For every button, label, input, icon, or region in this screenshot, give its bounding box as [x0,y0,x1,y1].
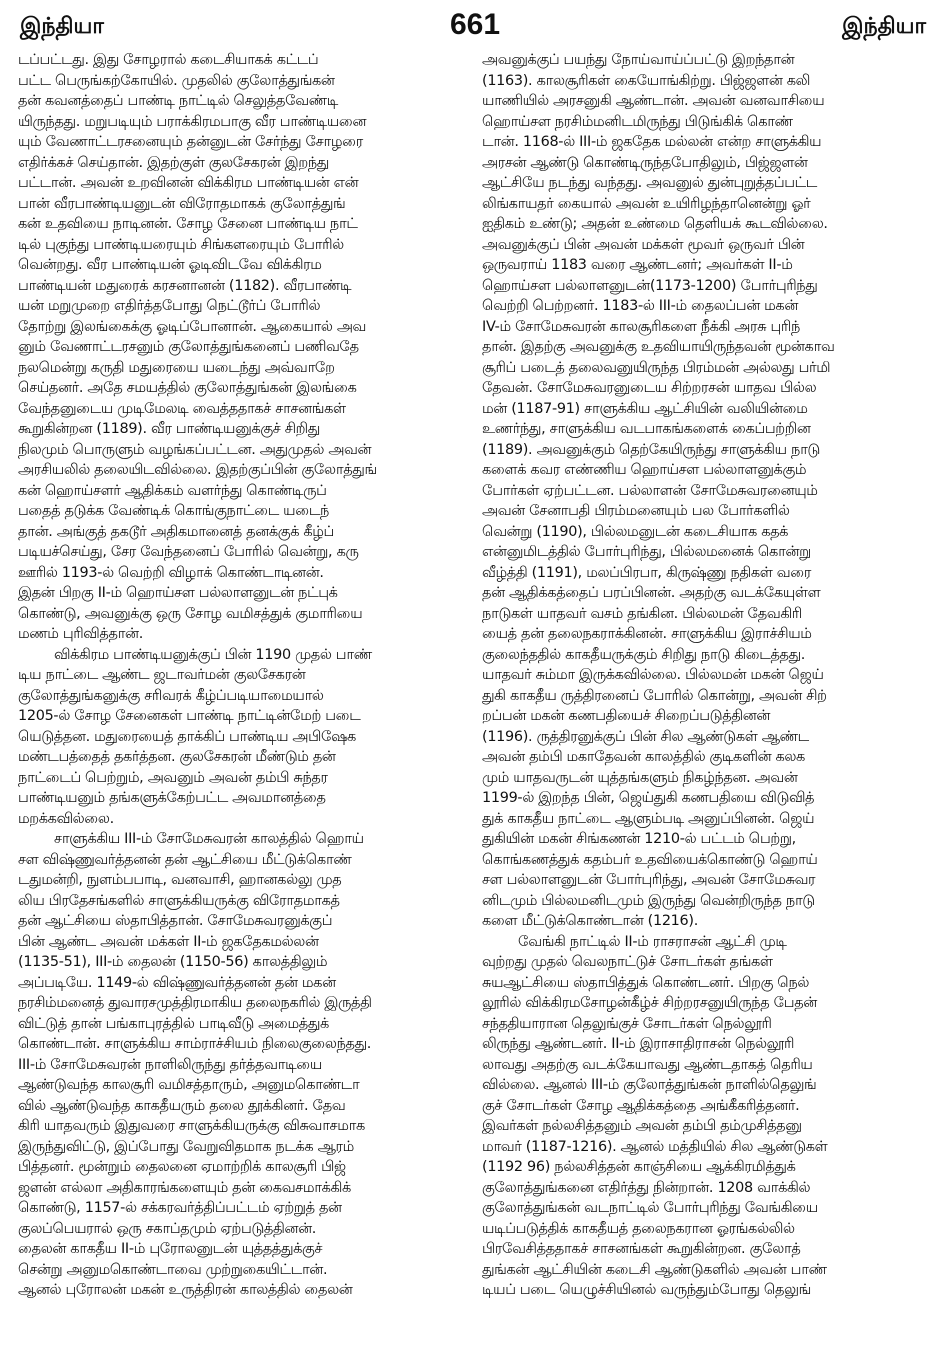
text-line: றப்பன் மகன் கணபதியைச் சிறைப்படுத்தினன் [482,708,771,724]
text-line: கொண்டான். சாளுக்கிய சாம்ராச்சியம் நிலைகுலைந்தது. [18,1036,372,1052]
text-line: அவனுக்குப் பயந்து நோய்வாய்ப்பட்டு இறந்தான் [482,52,795,68]
text-line: யன் மறுமுறை எதிர்த்தபோது நெட்டூர்ப் போரில் [18,298,321,314]
text-line: னிடமும் பில்லமனிடமும் இருந்து வென்றிருந்த நாடு [482,892,815,909]
text-line: டியப் படை யெழுச்சியினல் வருந்தும்போது தெலுங் [482,1282,811,1298]
text-line: லூரில் விக்கிரமசோழன்கீழ்ச் சிற்றரசனுயிருந்த பேதன் [482,995,817,1011]
text-line: சள விஷ்ணுவர்த்தனன் தன் ஆட்சியை மீட்டுக்கொண் [18,851,352,868]
text-line: ஆண்டுவந்த காலசூரி வமிசத்தாரும், அனுமகொண்டா [18,1077,360,1093]
text-line: கொண்டு, 1157-ல் சக்கரவர்த்திப்பட்டம் ஏற்றுத் தன் [18,1200,342,1216]
text-line: அவனுக்குப் பின் அவன் மக்கள் மூவர் ஒருவர் பின் [482,236,805,253]
text-line: மும் யாதவருடன் யுத்தங்களும் நிகழ்ந்தன. அவன் [482,769,798,786]
text-line: துகியின் மகன் சிங்கணன் 1210-ல் பட்டம் பெற்று, [482,831,796,847]
left-column [18,50,468,1301]
text-line: அப்படியே. 1149-ல் விஷ்ணுவர்த்தனன் தன் மகன் [18,974,336,991]
text-line: கிரி யாதவரும் இதுவரை சாளுக்கியருக்கு விசுவாசமாக [18,1118,365,1134]
text-line: துகி காகதீய ருத்திரனைப் போரில் கொன்று, அவன் சிற் [482,687,827,704]
text-line: தன் ஆதிக்கத்தைப் பரப்பினன். அதற்கு வடக்கேயுள்ள [482,585,821,601]
text-line: டான். 1168-ல் III-ம் ஜகதேக மல்லன் என்ற சாளுக்கிய [482,134,822,150]
text-line: லிங்காயதர் கையால் அவன் உயிரிழந்தானென்று ஓர் [482,195,811,212]
text-line: சென்று அனுமகொண்டாவை முற்றுகையிட்டான். [18,1261,328,1278]
text-line: குலோத்துங்கனை எதிர்த்து நின்றான். 1208 வாக்கில் [482,1179,811,1196]
text-line: (1189). அவனுக்கும் தெற்கேயிருந்து சாளுக்கிய நாடு [482,441,820,458]
text-line: யிருந்தது. மறுபடியும் பராக்கிரமபாகு வீர பாண்டியனை [18,113,367,130]
text-line: வெற்றி பெற்றனர். 1183-ல் III-ம் தைலப்பன் மகன் [482,298,798,314]
text-line: யடிப்படுத்திக் காகதீயத் தலைநகரான ஓரங்கல்லில் [482,1220,795,1237]
text-line: யெடுத்தன. மதுரையைத் தாக்கிப் பாண்டிய அபிஷேக [18,728,356,745]
text-line: குலைந்ததில் காகதீயருக்கும் சிறிது நாடு கிடைத்தது. [482,646,806,663]
text-line: கொங்கணத்துக் கதம்பர் உதவியைக்கொண்டு ஹொய் [482,851,818,868]
text-line: சுயஆட்சியை ஸ்தாபித்துக் கொண்டனர். பிறகு நெல் [482,974,810,991]
text-line: பட்ட பெருங்கற்கோயில். முதலில் குலோத்துங்கன் [18,72,335,89]
text-line: வுற்றது முதல் வெலநாட்டுச் சோடர்கள் தங்கள் [482,954,773,970]
text-line: பிரவேசித்ததாகச் சாசனங்கள் கூறுகின்றன. குலோத் [482,1241,801,1257]
text-line: மறக்கவில்லை. [18,810,114,827]
text-line: டிய நாட்டை ஆண்ட ஜடாவர்மன் குலசேகரன் [18,667,306,683]
text-line: குலோத்துங்கனுக்கு சரிவரக் கீழ்ப்படியாமையால் [18,687,324,704]
text-line: (1135-51), III-ம் தைலன் (1150-56) காலத்திலும் [18,954,328,970]
text-line: III-ம் சோமேசுவரன் நாளிலிருந்து தர்த்தவாடியை [18,1056,322,1073]
text-line: சந்ததியாரான தெலுங்குச் சோடர்கள் நெல்லூரி [482,1015,772,1032]
text-line: கூறுகின்றன (1189). வீர பாண்டியனுக்குச் சிறிது [18,421,320,437]
text-line: சாளுக்கிய III-ம் சோமேசுவரன் காலத்தில் ஹொய் [54,831,364,847]
text-line: பட்டான். அவன் உறவினன் விக்கிரம பாண்டியன் என் [18,175,359,191]
text-line: வென்று (1190), பில்லமனுடன் கடைசியாக கதக் [482,523,789,540]
text-line: நிலமும் பொருளும் வழங்கப்பட்டன. அதுமுதல் அவன் [18,441,372,458]
text-line: ஆனல் புரோலன் மகன் உருத்திரன் காலத்தில் தைலன் [18,1282,353,1298]
text-line: வீழ்த்தி (1191), மலப்பிரபா, கிருஷ்ணு நதிகள் வரை [482,564,811,581]
running-head-left: இந்தியா [20,14,104,39]
text-line: மண்டபத்தைத் தகர்த்தன. குலசேகரன் மீண்டும் தன் [18,749,336,765]
text-line: துக் காகதீய நாட்டை ஆளும்படி அனுப்பினன். ஜெய் [482,810,815,827]
text-line: நாடுகள் யாதவர் வசம் தங்கின. பில்லமன் தேவகிரி [482,605,802,622]
page-number: 661 [449,8,501,41]
text-line: யைத் தன் தலைநகராக்கினன். சாளுக்கிய இராச்சியம் [482,626,812,642]
text-line: பாண்டியன் மதுரைக் கரசனானன் (1182). வீரபாண்டி [18,277,352,294]
text-line: நலமென்று கருதி மதுரையை யடைந்து அவ்வாறே [18,359,335,376]
text-line: அரசன் ஆண்டு கொண்டிருந்தபோதிலும், பிஜ்ஜளன் [482,154,808,171]
text-line: யும் வேணாட்டரசனையும் தன்னுடன் சேர்ந்து சோழரை [18,134,363,150]
text-line: மணம் புரிவித்தான். [18,626,143,642]
text-line: யாணியில் அரசனுகி ஆண்டான். அவன் வனவாசியை [482,93,825,109]
text-line: செய்தனர். அதே சமயத்தில் குலோத்துங்கன் இலங்கை [18,380,357,396]
text-line: அவன் தம்பி மகாதேவன் காலத்தில் குடிகளின் கலக [482,749,805,765]
text-line: டில் புகுந்து பாண்டியரையும் சிங்களரையும் போரில் [18,236,344,253]
text-line: விக்கிரம பாண்டியனுக்குப் பின் 1190 முதல் பாண் [54,646,372,663]
text-line: பான் வீரபாண்டியனுடன் விரோதமாகக் குலோத்துங் [18,195,346,212]
text-line: அவன் சேனாபதி பிரம்மனையும் பல போர்களில் [482,503,790,519]
text-line: ஹொய்சள நரசிம்மனிடமிருந்து பிடுங்கிக் கொண் [482,113,793,130]
text-line: வில்லை. ஆனல் III-ம் குலோத்துங்கன் நாளில்தெலுங் [482,1077,817,1093]
text-line: 1205-ல் சோழ சேனைகள் பாண்டி நாட்டின்மேற் படை [18,708,361,724]
text-line: அரசியலில் தலையிடவில்லை. இதற்குப்பின் குலோத்துங் [18,462,377,478]
text-line: லிய பிரதேசங்களில் சாளுக்கியருக்கு விரோதமாகத் [18,892,340,909]
text-line: தான். இதற்கு அவனுக்கு உதவியாயிருந்தவன் மூன்காவ [482,339,835,355]
page-header [18,6,932,50]
text-line: கொண்டு, அவனுக்கு ஒரு சோழ வமிசத்துக் குமாரியை [18,605,363,622]
text-line: தோற்று இலங்கைக்கு ஓடிப்போனான். ஆகையால் அவ [18,318,366,335]
text-line: பின் ஆண்ட அவன் மக்கள் II-ம் ஜகதேகமல்லன் [18,933,319,950]
text-line: 1199-ல் இறந்த பின், ஜெய்துகி கணபதியை விடுவித் [482,790,815,806]
text-line: சூரிப் படைத் தலைவனுயிருந்த பிரம்மன் அல்லது பர்மி [482,359,831,376]
text-line: கன் ஹொய்சளர் ஆதிக்கம் வளர்ந்து கொண்டிருப் [18,482,327,499]
text-line: டதுமன்றி, நுளம்பபாடி, வனவாசி, ஹானகல்லு முத [18,872,342,888]
text-line: விட்டுத் தான் பங்காபுரத்தில் பாடிவீடு அமைத்துக் [18,1015,329,1032]
text-line: IV-ம் சோமேசுவரன் காலசூரிகளை நீக்கி அரசு புரிந் [482,318,800,335]
text-line: துங்கன் ஆட்சியின் கடைசி ஆண்டுகளில் அவன் பாண் [482,1261,827,1278]
text-line: வேங்கி நாட்டில் II-ம் ராசராசன் ஆட்சி முடி [518,933,787,950]
text-line: கன் உதவியை நாடினன். சோழ சேனை பாண்டிய நாட் [18,216,358,232]
text-line: ஜளன் எல்லா அதிகாரங்களையும் தன் கைவசமாக்கிக் [18,1179,351,1196]
text-line: ஊரில் 1193-ல் வெற்றி விழாக் கொண்டாடினன். [18,564,324,581]
text-line: லாவது அதற்கு வடக்கேயாவது ஆண்டதாகத் தெரிய [482,1056,813,1073]
text-line: வேந்தனுடைய முடிமேலடி வைத்ததாகச் சாசனங்கள் [18,400,346,417]
text-line: எதிர்க்கச் செய்தான். இதற்குள் குலசேகரன் இறந்து [18,154,329,171]
text-line: ஆட்சியே நடந்து வந்தது. அவனுல் துன்புறுத்தப்பட்ட [482,175,817,191]
text-line: யாதவர் சும்மா இருக்கவில்லை. பில்லமன் மகன் ஜெய் [482,667,824,683]
text-line: மாவர் (1187-1216). ஆனல் மத்தியில் சில ஆண்டுகள் [482,1138,828,1155]
text-line: தன் கவனத்தைப் பாண்டி நாட்டில் செலுத்தவேண்டி [18,93,338,109]
text-line: குலோத்துங்கன் வடநாட்டில் போர்புரிந்து வேங்கியை [482,1200,818,1216]
text-line: இவர்கள் நல்லசித்தனும் அவன் தம்பி தம்முசித்தனு [482,1118,802,1134]
text-line: வில் ஆண்டுவந்த காகதீயரும் தலை தூக்கினர். தேவ [18,1097,346,1114]
text-line: படியச்செய்து, சேர வேந்தனைப் போரில் வென்று, கரு [18,544,359,560]
text-line: தேவன். சோமேசுவரனுடைய சிற்றரசன் யாதவ பில்ல [482,380,817,396]
text-line: பதைத் தடுக்க வேண்டிக் கொங்குநாட்டை யடைந் [18,503,329,519]
text-line: களை மீட்டுக்கொண்டான் (1216). [482,913,698,929]
text-line: னும் வேணாட்டரசனும் குலோத்துங்கனைப் பணிவதே [18,339,359,355]
text-line: (1192 96) நல்லசித்தன் காஞ்சியை ஆக்கிரமித்துக் [482,1159,796,1175]
text-line: மன் (1187-91) சாளுக்கிய ஆட்சியின் வலியின்மை [482,400,808,417]
text-line: உணர்ந்து, சாளுக்கிய வடபாகங்களைக் கைப்பற்றின [482,421,811,437]
text-line: தன் ஆட்சியை ஸ்தாபித்தான். சோமேசுவரனுக்குப் [18,913,333,929]
text-line: குலப்பெயரால் ஒரு சகாப்தமும் ஏற்படுத்தினன். [18,1220,317,1237]
text-line: பித்தனர். மூன்றும் தைலனை ஏமாற்றிக் காலசூரி பிஜ் [18,1159,346,1175]
text-line: தான். அங்குத் தகடூர் அதிகமானைத் தனக்குக் கீழ்ப் [18,523,334,540]
text-line: பாண்டியனும் தங்களுக்கேற்பட்ட அவமானத்தை [18,790,326,806]
text-columns [18,50,932,1301]
text-line: சள பல்லாளனுடன் போர்புரிந்து, அவன் சோமேசுவர [482,872,816,888]
text-line: களைக் கவர எண்ணிய ஹொய்சள பல்லாளனுக்கும் [482,462,807,478]
text-line: லிருந்து ஆண்டனர். II-ம் இராசாதிராசன் நெல்லூரி [482,1036,795,1052]
text-line: (1163). காலசூரிகள் கையோங்கிற்று. பிஜ்ஜளன் கலி [482,72,811,89]
text-line: ஒருவராய் 1183 வரை ஆண்டனர்; அவர்கள் II-ம் [482,257,793,273]
text-line: டப்பட்டது. இது சோழரால் கடைசியாகக் கட்டப் [18,52,319,68]
text-line: இருந்துவிட்டு, இப்போது வேறுவிதமாக நடக்க ஆரம் [18,1138,354,1155]
text-line: நாட்டைப் பெற்றும், அவனும் அவன் தம்பி சுந்தர [18,769,328,786]
text-line: போர்கள் ஏற்பட்டன. பல்லாளன் சோமேசுவரனையும் [482,482,818,499]
text-line: ஹொய்சள பல்லாளனுடன்(1173-1200) போர்புரிந்து [482,277,818,294]
text-line: ஐதிகம் உண்டு; அதன் உண்மை தெளியக் கூடவில்லை. [482,216,828,232]
text-line: என்னுமிடத்தில் போர்புரிந்து, பில்லமனைக் கொன்று [482,544,811,560]
text-line: நரசிம்மனைத் துவாரசமுத்திரமாகிய தலைநகரில் இருத்தி [18,995,372,1011]
text-line: வென்றது. வீர பாண்டியன் ஓடிவிடவே விக்கிரம [18,257,322,273]
text-line: குச் சோடர்கள் சோழ ஆதிக்கத்தை அங்கீகரித்தனர். [482,1097,800,1114]
text-line: இதன் பிறகு II-ம் ஹொய்சள பல்லாளனுடன் நட்புக் [18,585,338,601]
text-line: தைலன் காகதீய II-ம் புரோலனுடன் யுத்தத்துக்குச் [18,1241,323,1257]
text-line: (1196). ருத்திரனுக்குப் பின் சில ஆண்டுகள் ஆண்ட [482,728,809,745]
running-head-right: இந்தியா [842,14,926,39]
right-column [482,50,932,1301]
